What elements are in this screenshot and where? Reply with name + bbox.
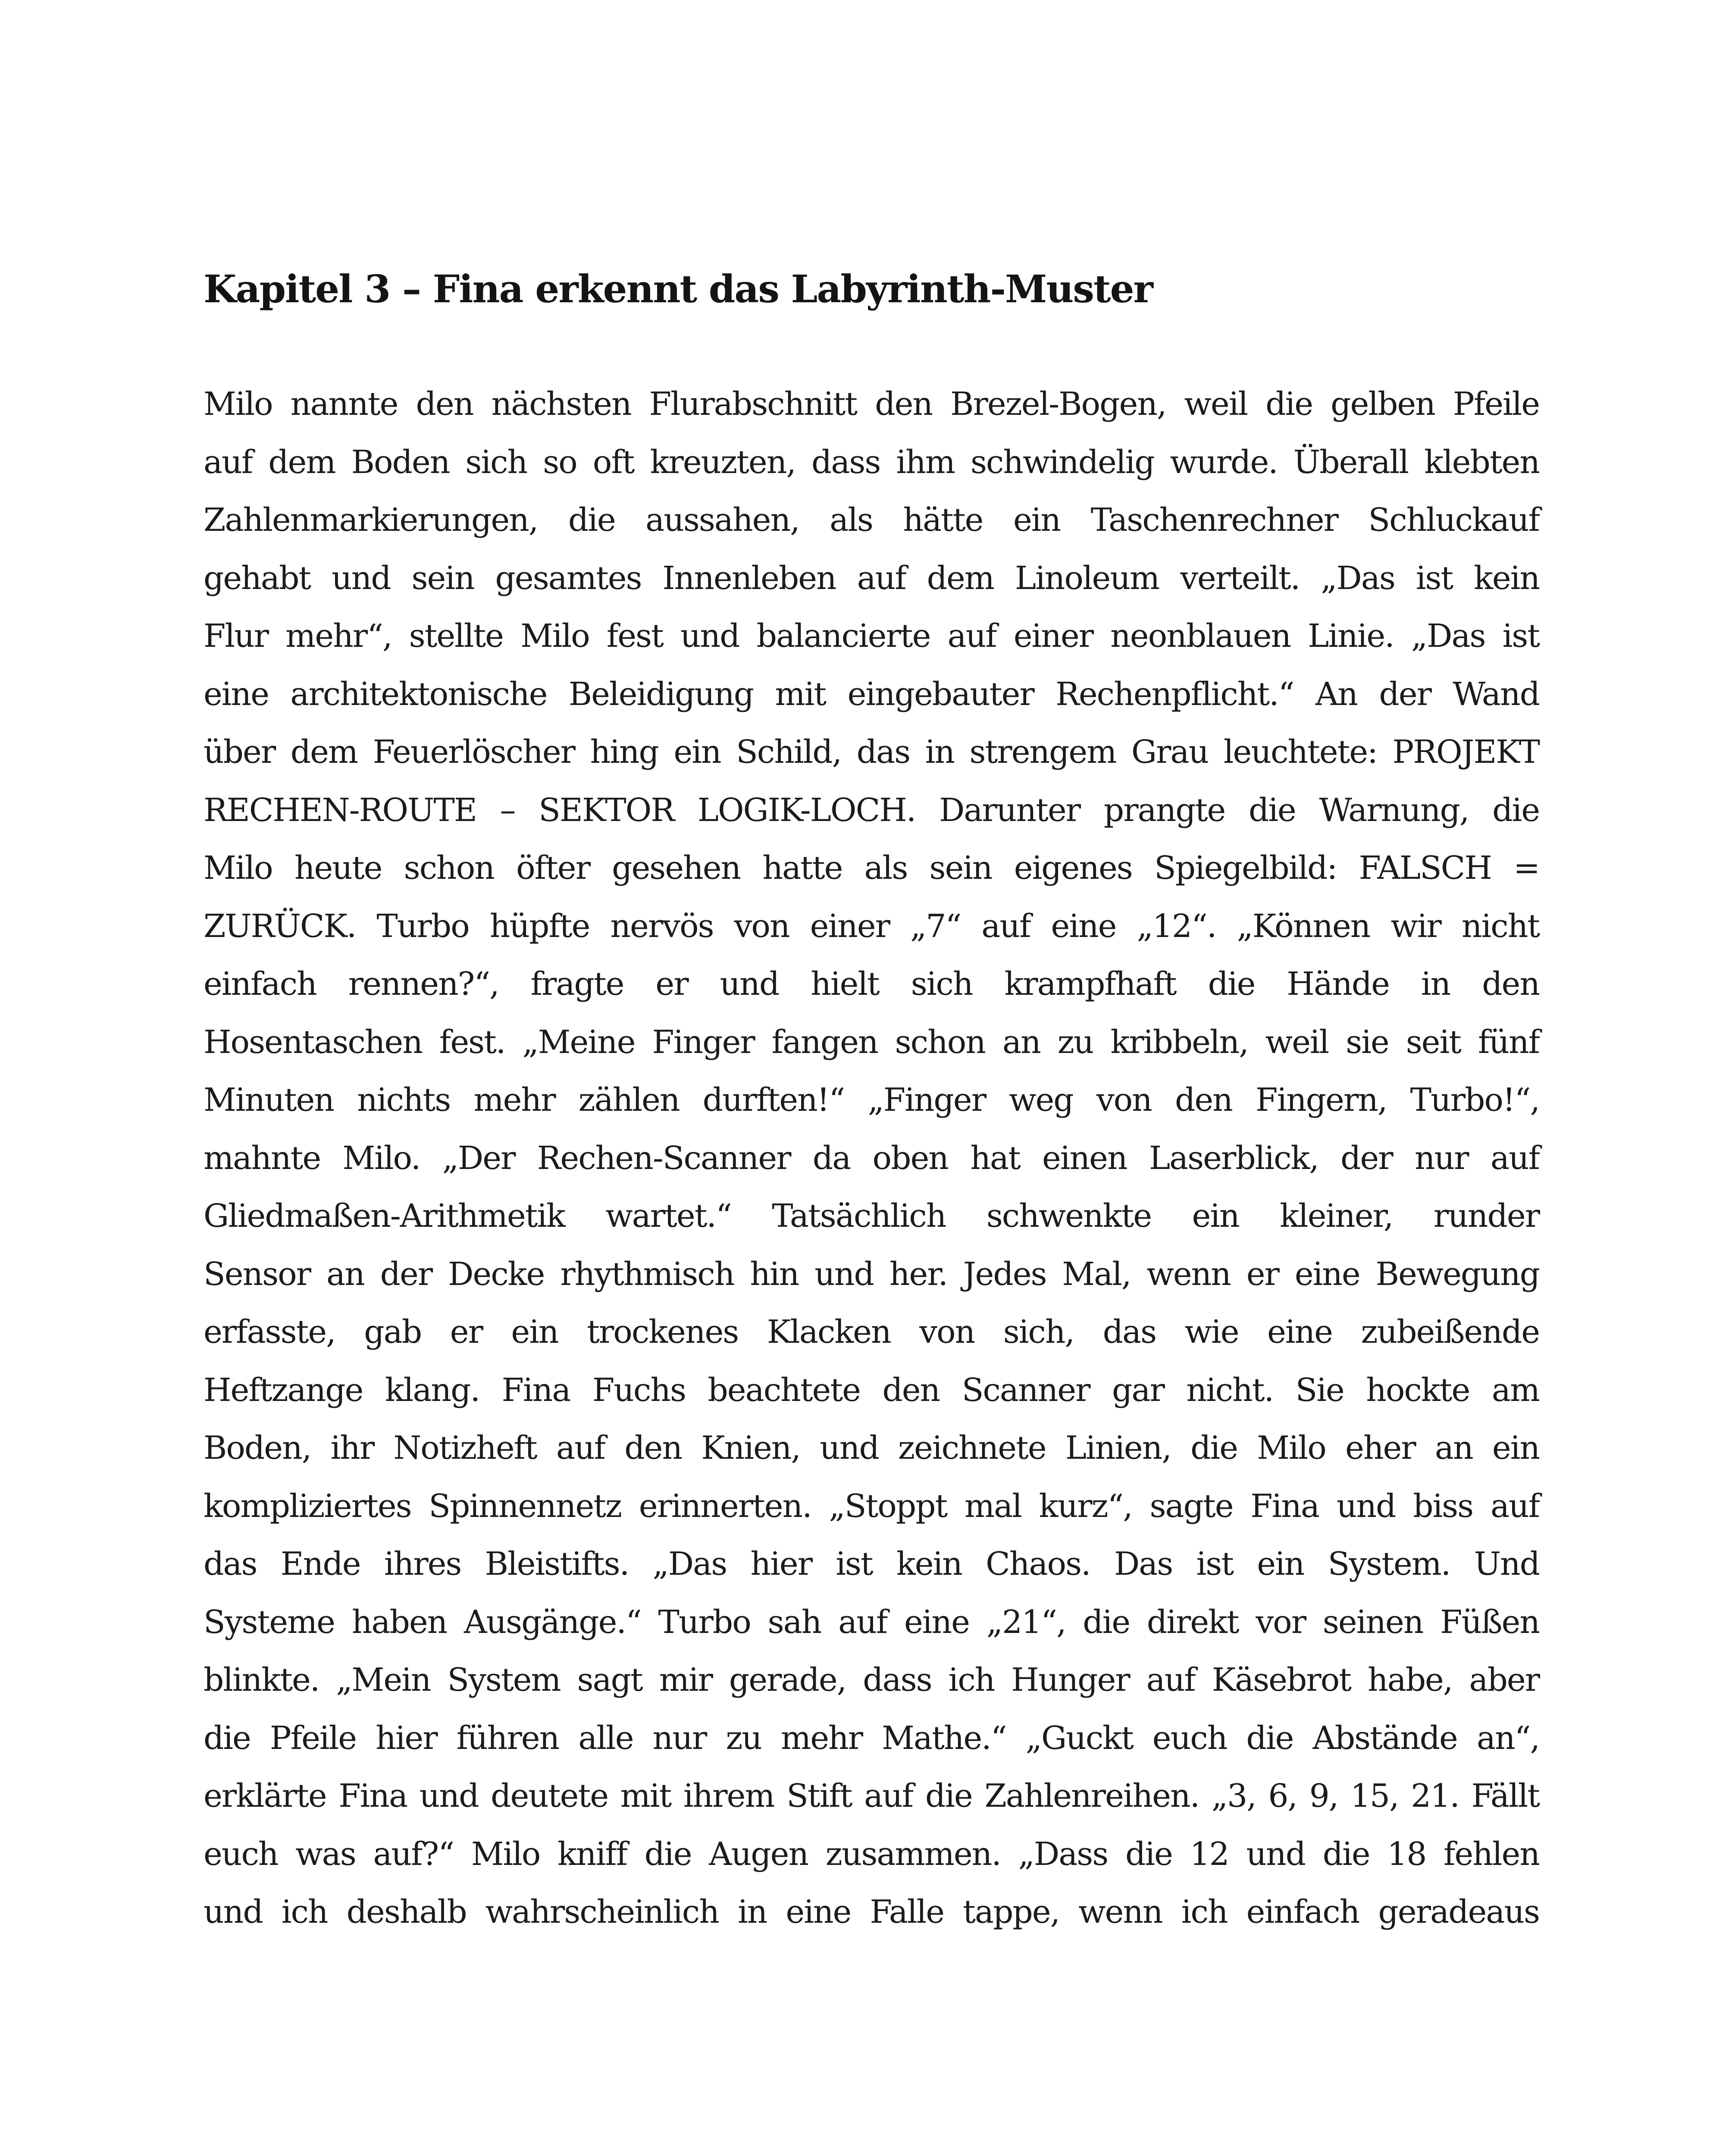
body-line: erklärte Fina und deutete mit ihrem Stift auf die Zahlenreihen. „3, 6, 9, 15, 21. Fällt bbox=[204, 1777, 1539, 1814]
body-line: Zahlenmarkierungen, die aussahen, als hätte ein Taschenrechner Schluckauf bbox=[204, 501, 1539, 539]
body-line: Sensor an der Decke rhythmisch hin und her. Jedes Mal, wenn er eine Bewegung bbox=[204, 1255, 1539, 1293]
body-line: gehabt und sein gesamtes Innenleben auf dem Linoleum verteilt. „Das ist kein bbox=[204, 559, 1539, 597]
body-line: RECHEN-ROUTE – SEKTOR LOGIK-LOCH. Darunter prangte die Warnung, die bbox=[204, 791, 1539, 829]
body-line: Hosentaschen fest. „Meine Finger fangen schon an zu kribbeln, weil sie seit fünf bbox=[204, 1023, 1539, 1061]
body-line: eine architektonische Beleidigung mit eingebauter Rechenpflicht.“ An der Wand bbox=[204, 675, 1539, 713]
body-line: blinkte. „Mein System sagt mir gerade, dass ich Hunger auf Käsebrot habe, aber bbox=[204, 1661, 1539, 1698]
body-line: Milo nannte den nächsten Flurabschnitt den Brezel-Bogen, weil die gelben Pfeile bbox=[204, 385, 1539, 423]
body-line: Heftzange klang. Fina Fuchs beachtete den Scanner gar nicht. Sie hockte am bbox=[204, 1371, 1539, 1409]
body-paragraph bbox=[204, 375, 1539, 1941]
chapter-heading: Kapitel 3 – Fina erkennt das Labyrinth-Muster bbox=[204, 266, 1153, 311]
body-line: euch was auf?“ Milo kniff die Augen zusammen. „Dass die 12 und die 18 fehlen bbox=[204, 1835, 1539, 1873]
body-line: kompliziertes Spinnennetz erinnerten. „Stoppt mal kurz“, sagte Fina und biss auf bbox=[204, 1487, 1539, 1525]
body-line: einfach rennen?“, fragte er und hielt sich krampfhaft die Hände in den bbox=[204, 965, 1539, 1003]
body-line: Milo heute schon öfter gesehen hatte als sein eigenes Spiegelbild: FALSCH = bbox=[204, 849, 1539, 887]
body-line: das Ende ihres Bleistifts. „Das hier ist kein Chaos. Das ist ein System. Und bbox=[204, 1545, 1539, 1583]
body-line: Gliedmaßen-Arithmetik wartet.“ Tatsächlich schwenkte ein kleiner, runder bbox=[204, 1197, 1539, 1235]
body-line: ZURÜCK. Turbo hüpfte nervös von einer „7“ auf eine „12“. „Können wir nicht bbox=[204, 907, 1539, 945]
body-line: auf dem Boden sich so oft kreuzten, dass ihm schwindelig wurde. Überall klebten bbox=[204, 443, 1539, 481]
body-line: Flur mehr“, stellte Milo fest und balancierte auf einer neonblauen Linie. „Das ist bbox=[204, 617, 1539, 655]
body-line: mahnte Milo. „Der Rechen-Scanner da oben hat einen Laserblick, der nur auf bbox=[204, 1139, 1539, 1177]
body-line: die Pfeile hier führen alle nur zu mehr Mathe.“ „Guckt euch die Abstände an“, bbox=[204, 1719, 1539, 1757]
body-line: erfasste, gab er ein trockenes Klacken von sich, das wie eine zubeißende bbox=[204, 1313, 1539, 1351]
body-line: Systeme haben Ausgänge.“ Turbo sah auf eine „21“, die direkt vor seinen Füßen bbox=[204, 1603, 1539, 1641]
body-line: und ich deshalb wahrscheinlich in eine Falle tappe, wenn ich einfach geradeaus bbox=[204, 1893, 1539, 1930]
body-line: über dem Feuerlöscher hing ein Schild, das in strengem Grau leuchtete: PROJEKT bbox=[204, 733, 1539, 771]
body-line: Minuten nichts mehr zählen durften!“ „Finger weg von den Fingern, Turbo!“, bbox=[204, 1081, 1539, 1119]
body-line: Boden, ihr Notizheft auf den Knien, und zeichnete Linien, die Milo eher an ein bbox=[204, 1429, 1539, 1467]
